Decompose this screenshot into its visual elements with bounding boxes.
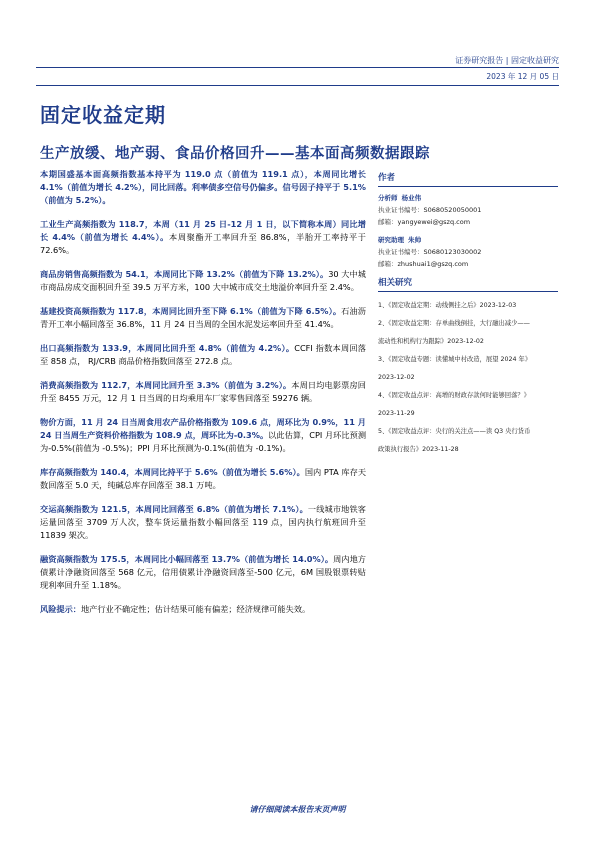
paragraph-body: 本周聚酯开工率回升至 86.8%，半胎开工率持平于 72.6%。 bbox=[40, 232, 366, 255]
analyst-name: 朱帅 bbox=[408, 236, 422, 244]
cert-label: 执业证书编号： bbox=[378, 248, 424, 256]
analyst-email-line bbox=[378, 258, 558, 270]
summary-paragraph bbox=[40, 503, 366, 542]
related-research-item[interactable]: 3、《固定收益专题：读懂城中村改造，展望 2024 年》 bbox=[378, 356, 532, 363]
paragraph-lead: 物价方面，11 月 24 日当周食用农产品价格指数为 109.6 点，周环比为 0.9%，11 月 24 日当周生产资料价格指数为 108.9 点，周环比为-0.3%。 bbox=[40, 417, 366, 440]
paragraph-body: 石油沥青开工率小幅回落至 36.8%，11 月 24 日当周的全国水泥发运率回升至 41.4%。 bbox=[40, 306, 366, 329]
analyst-email-line bbox=[378, 216, 558, 228]
report-title: 生产放缓、地产弱、食品价格回升——基本面高频数据跟踪 bbox=[40, 146, 430, 162]
summary-paragraph bbox=[40, 553, 366, 592]
analyst-card bbox=[378, 192, 558, 228]
related-research-item[interactable]: 2023-11-29 bbox=[378, 410, 415, 417]
paragraph-body: 本周日均电影票房回升至 8455 万元，12 月 1 日当周的日均乘用车厂家零售回落至 59276 辆。 bbox=[40, 380, 366, 403]
summary-paragraph bbox=[40, 342, 366, 368]
related-research-item[interactable]: 1、《固定收益定期：动线侧挂之后》2023-12-03 bbox=[378, 302, 517, 309]
analyst-name: 杨业伟 bbox=[401, 194, 422, 202]
analyst-card bbox=[378, 234, 558, 270]
related-research-item[interactable]: 5、《固定收益点评：央行的关注点——读 Q3 央行货币 bbox=[378, 428, 531, 435]
paragraph-lead: 消费高频指数为 112.7，本周同比回升至 3.3%（前值为 3.2%）。 bbox=[40, 380, 292, 390]
paragraph-lead: 基建投资高频指数为 117.8，本周同比回升至下降 6.1%（前值为下降 6.5%）。 bbox=[40, 306, 342, 316]
related-research-item[interactable]: 政策执行报告》2023-11-28 bbox=[378, 446, 459, 453]
email-link[interactable]: zhushuai1@gszq.com bbox=[397, 260, 469, 268]
summary-column bbox=[40, 168, 366, 627]
paragraph-lead: 库存高频指数为 140.4，本周同比持平于 5.6%（前值为增长 5.6%）。 bbox=[40, 467, 305, 477]
risk-text: 地产行业不确定性；估计结果可能有偏差；经济规律可能失效。 bbox=[80, 604, 311, 614]
analyst-role: 分析师 bbox=[378, 194, 398, 202]
related-research-list bbox=[378, 297, 558, 459]
summary-paragraph bbox=[40, 416, 366, 455]
summary-paragraph bbox=[40, 379, 366, 405]
report-category: 证券研究报告 | 固定收益研究 bbox=[455, 56, 559, 65]
analyst-role: 研究助理 bbox=[378, 236, 404, 244]
disclaimer-footer: 请仔细阅读本报告末页声明 bbox=[249, 805, 346, 814]
related-research-item[interactable]: 2、《固定收益定期：存单曲线倒挂，大行融出减少—— bbox=[378, 320, 530, 327]
risk-label: 风险提示： bbox=[40, 604, 81, 614]
related-research-heading: 相关研究 bbox=[378, 276, 558, 292]
paragraph-lead: 商品房销售高频指数为 54.1，本周同比下降 13.2%（前值为下降 13.2%）。 bbox=[40, 269, 329, 279]
paragraph-body: 以此估算，CPI 月环比预测为-0.5%(前值为 -0.5%)；PPI 月环比预测为-0.1%(前值为 -0.1%)。 bbox=[40, 430, 367, 453]
header-divider bbox=[36, 67, 559, 68]
email-label: 邮箱： bbox=[378, 260, 398, 268]
header-divider-bottom bbox=[36, 85, 559, 86]
paragraph-body: 30 大中城市商品房成交面积回升至 39.5 万平方米，100 大中城市成交土地溢价率回升至 2.4%。 bbox=[40, 269, 366, 292]
sidebar bbox=[378, 171, 558, 459]
paragraph-lead: 出口高频指数为 133.9，本周同比回升至 4.8%（前值为 4.2%）。 bbox=[40, 343, 295, 353]
email-link[interactable]: yangyewei@gszq.com bbox=[397, 218, 471, 226]
summary-paragraph bbox=[40, 268, 366, 294]
cert-number: S0680520050001 bbox=[423, 206, 482, 214]
paragraph-lead: 本期国盛基本面高频指数基本持平为 119.0 点（前值为 119.1 点），本周同比增长 4.1%（前值为增长 4.2%），同比回落。利率债多空信号仍偏多。信号因子持平于 5.1%（前值为 5.2%）。 bbox=[40, 169, 366, 205]
related-research-item[interactable]: 2023-12-02 bbox=[378, 374, 415, 381]
paragraph-body: CCFI 指数本周回落至 858 点， RJ/CRB 商品价格指数回落至 272.8 点。 bbox=[40, 343, 366, 366]
email-label: 邮箱： bbox=[378, 218, 398, 226]
paragraph-body: 周内地方债累计净融资回落至 568 亿元，信用债累计净融资回落至-500 亿元，6M 国股银票转贴现利率回升至 1.18%。 bbox=[40, 554, 366, 590]
report-series: 固定收益定期 bbox=[40, 103, 166, 127]
paragraph-body: 国内 PTA 库存天数回落至 5.0 天，纯碱总库存回落至 38.1 万吨。 bbox=[40, 467, 367, 490]
cert-label: 执业证书编号： bbox=[378, 206, 424, 214]
cert-number: S0680123030002 bbox=[423, 248, 482, 256]
summary-paragraph bbox=[40, 218, 366, 257]
paragraph-lead: 交运高频指数为 121.5，本周同比回落至 6.8%（前值为增长 7.1%）。 bbox=[40, 504, 308, 514]
paragraph-body: 一线城市地铁客运量回落至 3709 万人次，整车货运量指数小幅回落至 119 点，国内执行航班回升至 11839 架次。 bbox=[40, 504, 366, 540]
paragraph-lead: 工业生产高频指数为 118.7，本周（11 月 25 日-12 月 1 日，以下简称本周）同比增长 4.4%（前值为增长 4.4%）。 bbox=[40, 219, 366, 242]
risk-warning bbox=[40, 603, 366, 616]
report-date: 2023 年 12 月 05 日 bbox=[486, 72, 559, 81]
authors-heading: 作者 bbox=[378, 171, 558, 187]
summary-paragraph bbox=[40, 466, 366, 492]
paragraph-lead: 融资高频指数为 175.5，本周同比小幅回落至 13.7%（前值为增长 14.0%）。 bbox=[40, 554, 334, 564]
summary-paragraph bbox=[40, 305, 366, 331]
summary-paragraph bbox=[40, 168, 366, 207]
analyst-name-line bbox=[378, 234, 558, 246]
analyst-name-line bbox=[378, 192, 558, 204]
related-research-item[interactable]: 流动性和机构行为跟踪》2023-12-02 bbox=[378, 338, 484, 345]
analyst-cert-line bbox=[378, 246, 558, 258]
related-research-item[interactable]: 4、《固定收益点评：高增的财政存款何时能够回落？》 bbox=[378, 392, 530, 399]
analyst-cert-line bbox=[378, 204, 558, 216]
